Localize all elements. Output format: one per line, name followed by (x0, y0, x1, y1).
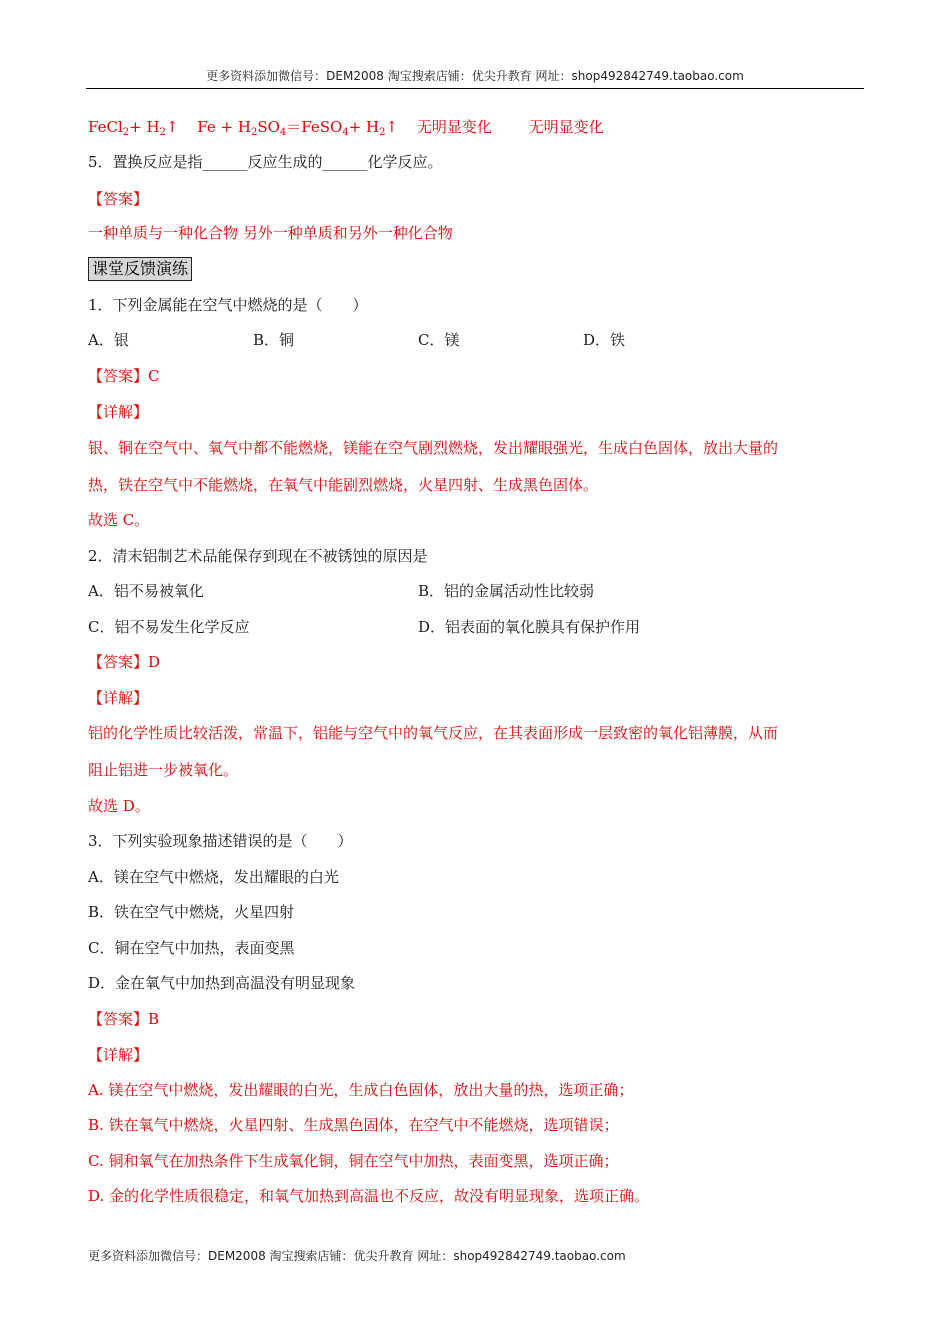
q2-option-d: D．铝表面的氧化膜具有保护作用 (418, 618, 641, 636)
equation-fecl2: FeCl$_2$+ $H_2↑$ (88, 118, 179, 138)
header-text: 更多资料添加微信号：DEM2008 淘宝搜索店铺：优尖升教育 网址：shop492842749.taobao.com (206, 69, 744, 83)
q5-answer: 一种单质与一种化合物 另外一种单质和另外一种化合物 (88, 224, 453, 242)
q5-answer-label: 【答案】 (88, 190, 149, 208)
q3-answer: B (148, 1010, 160, 1028)
q2-option-c: C．铝不易发生化学反应 (88, 618, 250, 636)
q1-question: 1．下列金属能在空气中燃烧的是（ ） (88, 296, 368, 314)
q3-detail-b: B. 铁在氧气中燃烧，火星四射、生成黑色固体，在空气中不能燃烧，选项错误； (88, 1116, 619, 1134)
q2-answer-row (88, 651, 864, 673)
answer-no-change-2: 无明显变化 (528, 118, 604, 136)
q1-option-b: B．铜 (253, 331, 295, 349)
q3-answer-label: 【答案】 (88, 1010, 149, 1028)
section-title-wrap (88, 257, 864, 281)
answer-no-change-1: 无明显变化 (416, 118, 492, 136)
q3-answer-row (88, 1008, 864, 1030)
page-footer (88, 1246, 868, 1266)
q3-question: 3．下列实验现象描述错误的是（ ） (88, 832, 353, 850)
q1-answer-row (88, 365, 864, 387)
q3-option-a: A．镁在空气中燃烧，发出耀眼的白光 (88, 868, 339, 886)
q2-conclusion: 故选 D。 (88, 797, 150, 815)
q2-detail-label: 【详解】 (88, 689, 149, 707)
q1-detail-1: 银、铜在空气中、氧气中都不能燃烧，镁能在空气剧烈燃烧，发出耀眼强光，生成白色固体，放出大量的 (88, 439, 779, 457)
footer-text: 更多资料添加微信号：DEM2008 淘宝搜索店铺：优尖升教育 网址：shop492842749.taobao.com (88, 1249, 626, 1263)
q1-conclusion: 故选 C。 (88, 511, 150, 529)
q1-answer-label: 【答案】 (88, 367, 149, 385)
q1-detail-2: 热，铁在空气中不能燃烧，在氧气中能剧烈燃烧，火星四射、生成黑色固体。 (88, 476, 599, 494)
q2-answer: D (148, 653, 161, 671)
q3-option-c: C．铜在空气中加热，表面变黑 (88, 939, 295, 957)
q1-answer: C (148, 367, 160, 385)
q2-detail-1: 铝的化学性质比较活泼，常温下，铝能与空气中的氧气反应，在其表面形成一层致密的氧化铝薄膜，从而 (88, 724, 779, 742)
q2-option-a: A．铝不易被氧化 (88, 582, 204, 600)
q2-detail-2: 阻止铝进一步被氧化。 (88, 761, 239, 779)
q3-detail-label: 【详解】 (88, 1046, 149, 1064)
q1-detail-label: 【详解】 (88, 403, 149, 421)
section-title: 课堂反馈演练 (88, 257, 192, 281)
q3-detail-c: C. 铜和氧气在加热条件下生成氧化铜，铜在空气中加热，表面变黑，选项正确； (88, 1152, 619, 1170)
q1-option-a: A．银 (88, 331, 129, 349)
q1-option-d: D．铁 (583, 331, 626, 349)
q1-option-c: C．镁 (418, 331, 460, 349)
q2-option-b: B．铝的金属活动性比较弱 (418, 582, 595, 600)
q5-question: 5．置换反应是指______反应生成的______化学反应。 (88, 153, 443, 171)
q3-detail-d: D. 金的化学性质很稳定，和氧气加热到高温也不反应，故没有明显现象，选项正确。 (88, 1187, 650, 1205)
q3-option-b: B．铁在空气中燃烧，火星四射 (88, 903, 295, 921)
q3-detail-a: A. 镁在空气中燃烧，发出耀眼的白光，生成白色固体，放出大量的热，选项正确； (88, 1081, 634, 1099)
page-header (86, 66, 864, 89)
q2-answer-label: 【答案】 (88, 653, 149, 671)
q2-question: 2．清末铝制艺术品能保存到现在不被锈蚀的原因是 (88, 547, 428, 565)
top-answer-row (88, 116, 864, 144)
equation-feso4: $Fe + H_2SO_4=FeSO_4+$ $H_2↑$ (197, 118, 399, 138)
q3-option-d: D．金在氧气中加热到高温没有明显现象 (88, 974, 356, 992)
